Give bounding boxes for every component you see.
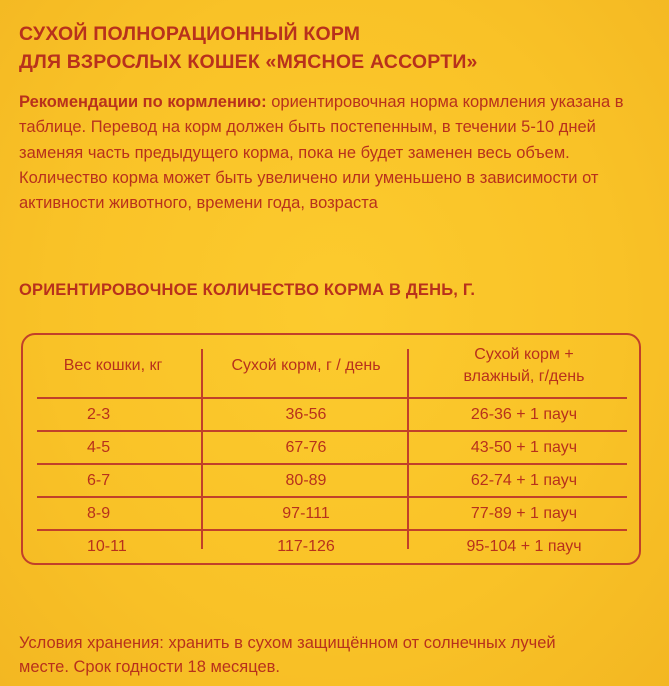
cell-mixed: 62-74 + 1 пауч — [470, 472, 578, 489]
header-dry-food: Сухой корм, г / день — [231, 357, 381, 374]
header-cat-weight: Вес кошки, кг — [63, 357, 163, 374]
header-dry-plus-wet-line-2: влажный, г/день — [463, 368, 585, 385]
product-title-line-1: СУХОЙ ПОЛНОРАЦИОННЫЙ КОРМ — [19, 23, 361, 45]
cell-weight: 8-9 — [87, 505, 111, 522]
feeding-recommendations-label: Рекомендации по кормлению: — [19, 93, 267, 111]
feeding-recommendations-text: ориентировочная норма кормления указана в таблице. Перевод на корм должен быть постепенным, в течении 5-10 дней заменяя часть предыдущего корма, пока не будет заменен весь объем. Количество корма может быть увеличено или уменьшено в зависимости от активности животного, времени года, возраста — [19, 93, 624, 213]
table-row — [23, 431, 639, 464]
feeding-table-grid — [23, 335, 639, 563]
cell-mixed: 77-89 + 1 пауч — [470, 505, 578, 522]
storage-conditions — [19, 631, 659, 679]
cell-weight: 4-5 — [87, 439, 111, 456]
cell-dry: 97-111 — [282, 505, 330, 522]
header-dry-plus-wet — [409, 335, 639, 397]
storage-conditions-line-2: месте. Срок годности 18 месяцев. — [19, 658, 280, 676]
storage-conditions-line-1: Условия хранения: хранить в сухом защищённом от солнечных лучей — [19, 634, 556, 652]
table-row — [23, 497, 639, 530]
cell-dry: 67-76 — [285, 439, 327, 456]
cell-mixed: 95-104 + 1 пауч — [466, 538, 582, 555]
cell-weight: 6-7 — [87, 472, 111, 489]
daily-amount-heading: ОРИЕНТИРОВОЧНОЕ КОЛИЧЕСТВО КОРМА В ДЕНЬ, Г. — [19, 281, 476, 299]
feeding-table — [21, 333, 641, 565]
feeding-recommendations — [19, 90, 639, 216]
table-row — [23, 530, 639, 563]
table-row — [23, 464, 639, 497]
header-dry-plus-wet-line-1: Сухой корм + — [474, 346, 574, 363]
cell-mixed: 43-50 + 1 пауч — [470, 439, 578, 456]
product-title-line-2: ДЛЯ ВЗРОСЛЫХ КОШЕК «МЯСНОЕ АССОРТИ» — [19, 51, 478, 73]
cell-dry: 36-56 — [285, 406, 327, 423]
product-title — [19, 20, 639, 76]
cell-dry: 117-126 — [277, 538, 335, 555]
cell-weight: 10-11 — [87, 538, 127, 555]
cell-weight: 2-3 — [87, 406, 111, 423]
cell-dry: 80-89 — [285, 472, 327, 489]
cell-mixed: 26-36 + 1 пауч — [470, 406, 578, 423]
table-row — [23, 398, 639, 431]
